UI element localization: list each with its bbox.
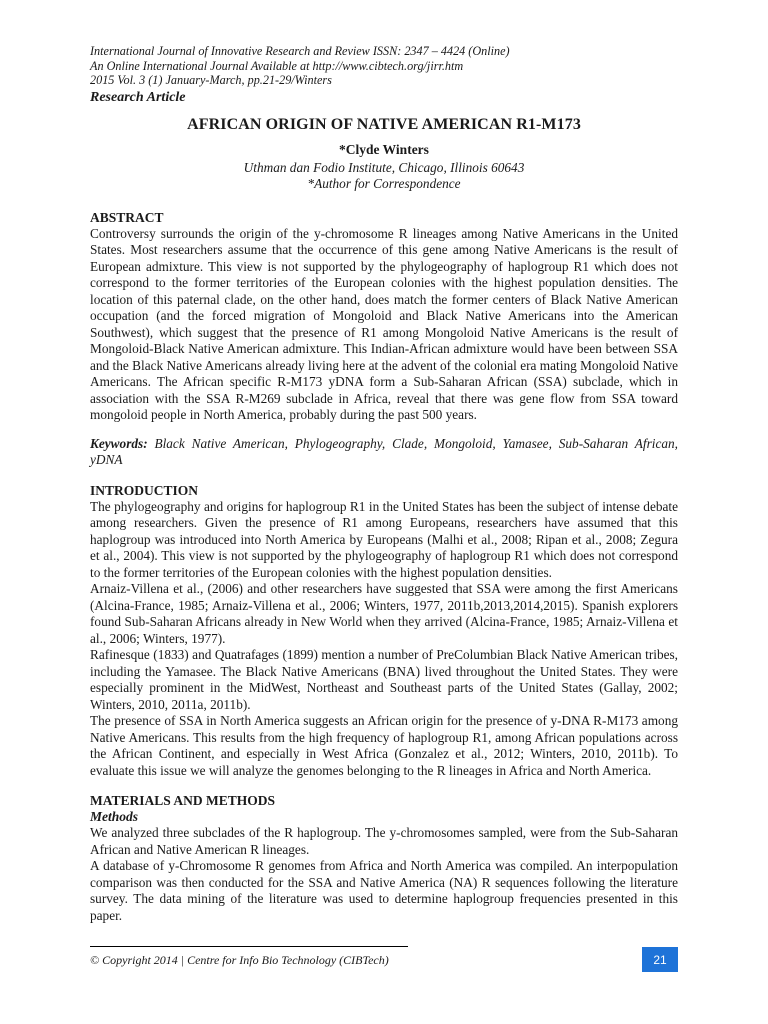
abstract-heading: ABSTRACT <box>90 209 164 225</box>
journal-header-line-2: An Online International Journal Available at http://www.cibtech.org/jirr.htm <box>90 58 464 73</box>
abstract-text: Controversy surrounds the origin of the y-chromosome R lineages among Native Americans in the United States. Most researchers assume that the occurrence of this gene among Native Americans is the result of European admixture. This view is not supported by the phylogeography of haplogroup R1 which does not correspond to the former territories of the European colonies with the highest population densities. The location of this paternal clade, on the other hand, does match the former centers of Black Native American occupation (and the forced migration of Mongoloid and Black Native Americans into the American Southwest), which suggest that the presence of R1 among Mongoloid Native Americans is the result of Mongoloid-Black Native American admixture. This Indian-African admixture would have been between SSA and the Black Native Americans already living here at the advent of the colonial era mating Mongoloid Native Americans. The African specific R-M173 yDNA form a Sub-Saharan African (SSA) subclade, which in association with the SSA R-M269 subclade in Africa, reveal that there was gene flow from SSA toward mongoloid people in North America, probably during the past 500 years. <box>90 225 678 422</box>
methods-paragraph-1: We analyzed three subclades of the R haplogroup. The y-chromosomes sampled, were from the Sub-Saharan African and Native American R lineages. <box>90 825 678 857</box>
author-name: *Clyde Winters <box>339 141 429 157</box>
introduction-paragraph-2: Arnaiz-Villena et al., (2006) and other researchers have suggested that SSA were among the first Americans (Alcina-France, 1985; Arnaiz-Villena et al., 2006; Winters, 1977, 2011b,2013,2014,2015). Spanish explorers found Sub-Saharan Africans already in New World when they arrived (Alcina-France, 1985; Arnaiz-Villena et al., 2006; Winters, 1977). <box>90 581 678 646</box>
article-type: Research Article <box>90 89 186 105</box>
paper-title: AFRICAN ORIGIN OF NATIVE AMERICAN R1-M173 <box>187 115 581 133</box>
keywords <box>90 436 678 469</box>
methods-heading: MATERIALS AND METHODS <box>90 793 276 808</box>
footer-divider <box>90 946 408 947</box>
page-number-badge: 21 <box>642 947 678 972</box>
methods-subheading: Methods <box>90 809 139 824</box>
journal-header <box>90 44 678 88</box>
keywords-text: Black Native American, Phylogeography, Clade, Mongoloid, Yamasee, Sub-Saharan African, yDNA <box>90 435 678 467</box>
methods-paragraph-2: A database of y-Chromosome R genomes from Africa and North America was compiled. An interpopulation comparison was then conducted for the SSA and Native America (NA) R sequences following the literature survey. The data mining of the literature was used to determine haplogroup frequencies presented in this paper. <box>90 858 678 923</box>
introduction-heading: INTRODUCTION <box>90 482 199 498</box>
introduction-paragraph-4: The presence of SSA in North America suggests an African origin for the presence of y-DNA R-M173 among Native Americans. This results from the high frequency of haplogroup R1, among African populations across the African Continent, and especially in West Africa (Gonzalez et al., 2012; Winters, 2010, 2011b). To evaluate this issue we will analyze the genomes belonging to the R lineages in Africa and North America. <box>90 713 678 778</box>
introduction-paragraph-1: The phylogeography and origins for haplogroup R1 in the United States has been the subject of intense debate among researchers. Given the presence of R1 among Europeans, researchers have assumed that this haplogroup was introduced into North America by Europeans (Malhi et al., 2008; Ripan et al., 2008; Zegura et al., 2004). This view is not supported by the phylogeography of haplogroup R1 which does not correspond to the former territories of the European colonies with the highest population densities. <box>90 498 678 580</box>
keywords-label: Keywords: <box>90 435 148 451</box>
correspondence-note: *Author for Correspondence <box>307 175 461 191</box>
copyright-notice: © Copyright 2014 | Centre for Info Bio Technology (CIBTech) <box>90 953 389 967</box>
author-affiliation: Uthman dan Fodio Institute, Chicago, Illinois 60643 <box>243 159 525 175</box>
introduction-paragraph-3: Rafinesque (1833) and Quatrafages (1899) mention a number of PreColumbian Black Native American tribes, including the Yamasee. The Black Native Americans (BNA) lived throughout the United States. They were especially prominent in the MidWest, Northeast and Southeast parts of the United States (Gallay, 2002; Winters, 2010, 2011a, 2011b). <box>90 647 678 712</box>
journal-header-line-1: International Journal of Innovative Research and Review ISSN: 2347 – 4424 (Online) <box>90 44 510 58</box>
journal-header-line-3: 2015 Vol. 3 (1) January-March, pp.21-29/Winters <box>90 73 332 87</box>
